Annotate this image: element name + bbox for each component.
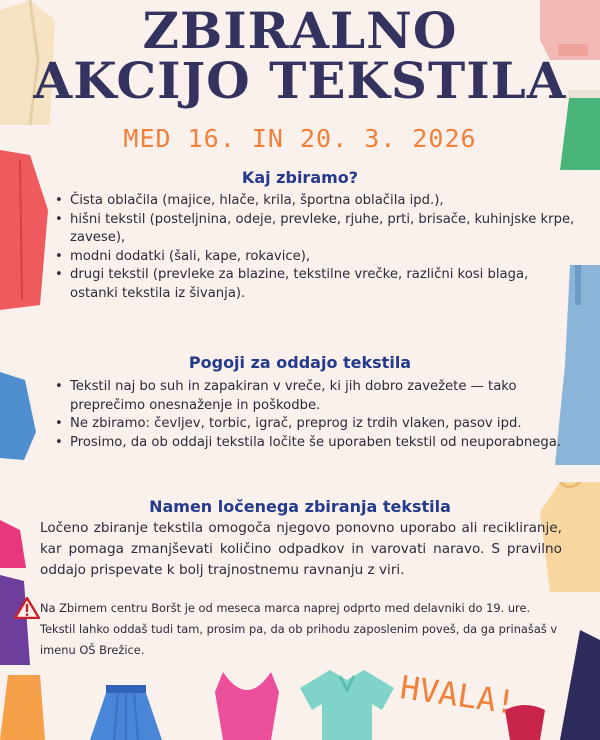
purple-jacket-illustration <box>0 575 30 665</box>
blue-skirt-illustration <box>90 685 162 740</box>
section-heading-conditions: Pogoji za oddajo tekstila <box>188 353 412 372</box>
orange-skirt-illustration <box>0 675 45 740</box>
title-line-1: ZBIRALNO <box>142 1 458 60</box>
purpose-paragraph: Ločeno zbiranje tekstila omogoča njegovo ponovno uporabo ali recikliranje, kar pomaga zmanjševati količino odpadkov in varovati naravo. S pravilno oddajo prispevate k bolj trajnostnemu ravnanju z viri. <box>40 520 562 578</box>
list-item: • Čista oblačila (majice, hlače, krila, športna oblačila ipd.), <box>70 192 580 211</box>
collection-center-notice: Na Zbirnem centru Boršt je od meseca marca naprej odprto med delavniki do 19. ure. Tekstil lahko oddaš tudi tam, prosim pa, da ob prihodu zaposlenim poveš, da ga prinašaš v imenu OŠ Brežice. <box>40 601 558 657</box>
section-heading-purpose: Namen ločenega zbiranja tekstila <box>149 497 451 516</box>
event-date: MED 16. IN 20. 3. 2026 <box>123 124 477 153</box>
title-line-2: AKCIJO TEKSTILA <box>33 51 567 110</box>
list-item: • Prosimo, da ob oddaji tekstila ločite še uporaben tekstil od neuporabnega. <box>70 434 580 453</box>
warning-icon <box>14 597 40 619</box>
list-item: • Tekstil naj bo suh in zapakiran v vreče, ki jih dobro zavežete — tako preprečimo onesnaženje in poškodbe. <box>70 378 580 415</box>
thanks-text: HVALA! <box>397 668 518 722</box>
collect-list <box>48 192 580 303</box>
list-item: • drugi tekstil (prevleke za blazine, tekstilne vrečke, različni kosi blaga, ostanki tekstila iz šivanja). <box>70 266 580 303</box>
section-heading-what-we-collect: Kaj zbiramo? <box>241 168 359 187</box>
list-item: • hišni tekstil (posteljnina, odeje, prevleke, rjuhe, prti, brisače, kuhinjske krpe, zavese), <box>70 211 580 248</box>
pink-top-illustration <box>215 672 279 740</box>
conditions-list <box>48 378 580 452</box>
blue-shirt-illustration <box>0 372 36 462</box>
list-item: • modni dodatki (šali, kape, rokavice), <box>70 248 580 267</box>
polo-shirt-illustration <box>300 670 394 740</box>
pink-hat-illustration <box>0 520 28 570</box>
list-item: • Ne zbiramo: čevljev, torbic, igrač, preprog iz trdih vlaken, pasov ipd. <box>70 415 580 434</box>
